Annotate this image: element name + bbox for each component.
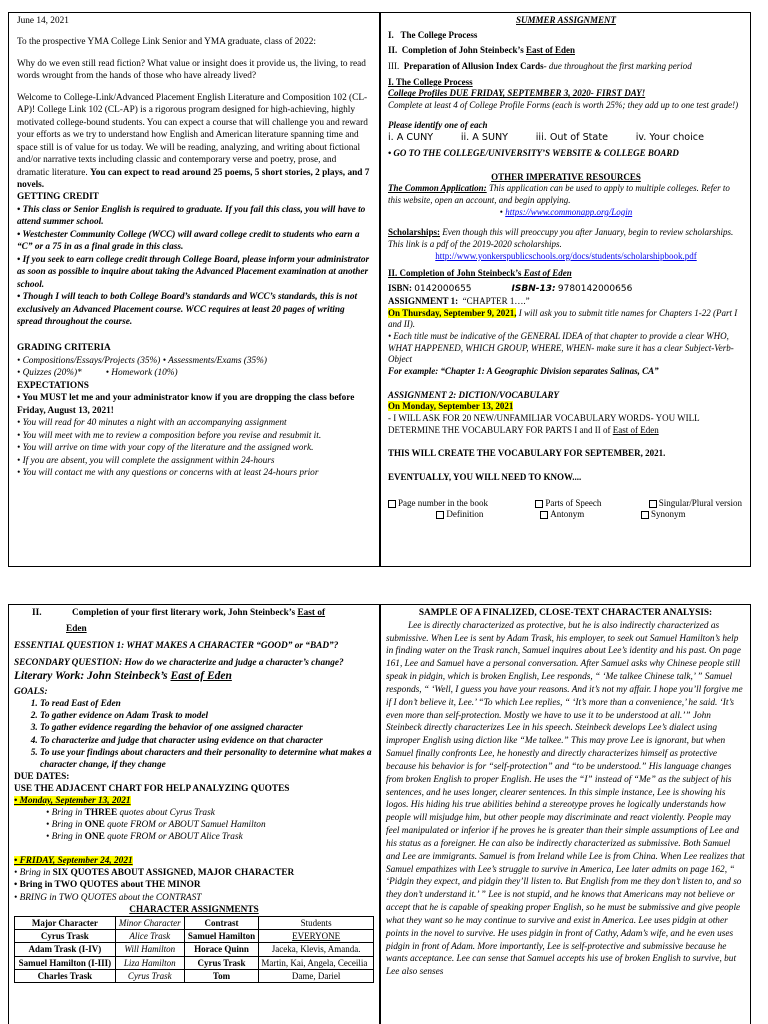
sample-analysis-body: Lee is directly characterized as protective, but he is also indirectly characterized as submissive. When Lee is sent by Adam Trask, his employer, to seek out Samuel Hamilton’s help in finding water on the Trask ranch, Samuel inquires about Lee’s identity and his past. On page 161, Lee and Samuel have a personal conversation. After Samuel asks why Chinese people still speak in pidgin, which is broken English, Lee responds, “ ‘Me talkee Chinese talk,’ ” Samuel responds, “ ‘Well, I guess you have your reasons. And it’s not my affair. I hope you’ll forgive me if I don’t believe it, Lee.’ “To which Lee replies, “ ‘It’s more than a convenience,’ he said. ‘It’s even more than self-protection. Mostly we have to use it to be understood at all.’” John Steinbeck directly characterizes Lee in his speech. Steinbeck develops Lee’s dialect using improper English using diction like “Me talkee.” This may prove Lee is ignorant, but when Samuel finally confronts Lee, he honestly and directly characterizes himself as protective because his behavior is for “self-protection” and “to be understood.” His language changes from broken English to proper English. He uses the “I” instead of “Me” as the subject of his sentences, and he uses longer, clearer sentences. In this simple instance, Lee is showing his logos. His hiding his true abilities behind a stereotype proves he logically understands how people will misjudge him, but other people may discriminate and react violently. People may feel manipulated or inferior if he proves he is greater than their simple assumptions of Lee and his status as a foreigner. He can also be indirectly characterized as submissive. Both Samuel and Lee are immigrants. Samuel is from Ireland while Lee is from China. When Lee realizes that Samuel empathizes with Lee’s struggle to survive in America, Lee later admits on page 162, “ ‘Pidgin they expect, and pidgin they’ll listen to. But English from me they don’t listen to, and so they don’t understand it.’ ” Lee is not stupid, and he knows that Americans may not believe or accept that he is capable of speaking proper English, so he must be submissive and give people what they want so he may continue to survive and exist in America. Lee uses pidgin at other points in the novel to survive. He uses pidgin in front of Cathy, Adam’s wife, and he even uses pidgin in front of Adam. More importantly, Lee is self-protective and submissive because he wants acceptance. Lee can sense that Samuel accepts his use of broken English to survive, but Lee also senses	[386, 620, 745, 978]
intro-letter-panel	[8, 12, 380, 567]
item-bold: ONE	[84, 832, 105, 843]
monday-item	[46, 831, 374, 843]
expectation-item: • You will meet with me to review a composition before you revise and resubmit it.	[17, 430, 322, 441]
table-cell: Cyrus Trask	[115, 970, 184, 983]
toc-item-1	[388, 30, 744, 42]
assignment-1-example: For example: “Chapter 1: A Geographic Division separates Salinas, CA”	[388, 365, 659, 376]
option-your-choice: iv. Your choice	[635, 131, 704, 143]
completion-book: East of Eden	[523, 268, 572, 279]
monday-item	[46, 819, 374, 831]
item-post: quote FROM or ABOUT Samuel Hamilton	[104, 820, 266, 831]
sample-analysis-panel	[380, 604, 751, 1024]
item-pre: • Bring in	[14, 868, 53, 879]
table-cell: Samuel Hamilton (I-III)	[15, 956, 116, 969]
friday-date-line	[14, 855, 374, 867]
table-cell: Will Hamilton	[115, 943, 184, 956]
monday-items	[14, 807, 374, 843]
table-cell: Dame, Dariel	[259, 970, 374, 983]
goals-list	[14, 698, 374, 770]
assignment-2-desc	[388, 413, 744, 436]
assignment-1-desc	[388, 308, 744, 331]
toc-text: Completion of John Steinbeck’s	[401, 45, 526, 56]
friday-item: • Bring in TWO QUOTES about THE MINOR	[14, 880, 201, 891]
scholarships-desc: Even though this will preoccupy you after January, begin to review scholarships. This link is a pdf of the 2019-2020 scholarships.	[388, 227, 734, 250]
table-cell: Liza Hamilton	[115, 956, 184, 969]
vocab-line: THIS WILL CREATE THE VOCABULARY FOR SEPTEMBER, 2021.	[388, 448, 666, 459]
identify-options	[388, 132, 744, 144]
common-app-link-line: • https://www.commonapp.org/Login	[499, 206, 633, 217]
assignment-2-title: ASSIGNMENT 2: DICTION/VOCABULARY	[388, 389, 559, 400]
scholarships-link-line	[388, 251, 744, 263]
expectation-item: • If you are absent, you will complete the assignment within 24-hours	[17, 455, 275, 466]
item-bold: THREE	[84, 808, 118, 819]
check-label: Page number in the book	[398, 497, 488, 508]
goal-item: 3. To gather evidence regarding the behavior of one assigned character	[40, 722, 374, 734]
checklist-row-1	[388, 498, 744, 510]
reading-load: You can expect to read around 25 poems, 5 short stories, 2 plays, and 7 novels.	[17, 167, 370, 190]
checkbox-icon	[436, 511, 444, 519]
essential-question: ESSENTIAL QUESTION 1: WHAT MAKES A CHARACTER “GOOD” or “BAD”?	[14, 641, 339, 652]
assignment-1-title: “CHAPTER 1….”	[462, 295, 530, 306]
common-app-link[interactable]: https://www.commonapp.org/Login	[505, 206, 633, 217]
monday-date-line	[14, 795, 374, 807]
column-header: Contrast	[184, 916, 259, 929]
expectation-item: • You will arrive on time with your copy of the literature and the assigned work.	[17, 443, 314, 454]
grading-homework: • Homework (10%)	[105, 368, 178, 379]
toc-text: The College Process	[400, 29, 478, 40]
monday-date: • Monday, September 13, 2021	[14, 795, 131, 806]
common-app-desc: This application can be used to apply to multiple colleges. Refer to this website, open an account, and begin applying.	[388, 183, 730, 206]
item-pre: • Bring in	[46, 808, 85, 819]
grading-line: • Compositions/Essays/Projects (35%) • Assessments/Exams (35%)	[17, 355, 268, 366]
table-cell: Cyrus Trask	[184, 956, 259, 969]
toc-book: East of Eden	[525, 45, 575, 56]
scholarships-label: Scholarships:	[388, 227, 441, 238]
secondary-question: SECONDARY QUESTION: How do we characterize and judge a character’s change?	[14, 658, 344, 669]
table-row	[15, 970, 374, 983]
friday-item: • BRING in TWO QUOTES about the CONTRAST	[14, 892, 202, 903]
table-cell: Jaceka, Klevis, Amanda.	[259, 943, 374, 956]
item-bold: SIX QUOTES ABOUT ASSIGNED, MAJOR CHARACTER	[52, 868, 295, 879]
checkbox-icon	[649, 500, 657, 508]
checkbox-icon	[641, 511, 649, 519]
table-cell: Cyrus Trask	[15, 930, 116, 943]
assignment-2-date-line	[388, 401, 744, 413]
heading-book: East of	[297, 608, 326, 618]
table-cell: Tom	[184, 970, 259, 983]
credit-item: • Though I will teach to both College Board’s standards and WCC’s standards, this is not exclusively an Advanced Placement course. WCC requires at least 20 pages of writing spread throughout the course.	[17, 292, 358, 327]
heading-book-line-2	[14, 623, 374, 635]
check-label: Antonym	[550, 509, 585, 520]
assignment-1-line	[388, 296, 744, 308]
assignment-1-date: On Thursday, September 9, 2021,	[388, 307, 517, 318]
monday-item	[46, 807, 374, 819]
assignment-2-desc-text: - I WILL ASK FOR 20 NEW/UNFAMILIAR VOCABULARY WORDS- YOU WILL DETERMINE THE VOCABULARY FOR PARTS I and II of	[388, 413, 700, 435]
check-singular-plural[interactable]	[649, 498, 742, 510]
credit-item: • This class or Senior English is required to graduate. If you fail this class, you will have to attend summer school.	[17, 204, 366, 228]
table-cell: Adam Trask (I-IV)	[15, 943, 116, 956]
expectation-item: • You will read for 40 minutes a night with an accompanying assignment	[17, 418, 287, 429]
completion-heading-text: II. Completion of John Steinbeck’s	[388, 268, 524, 279]
item-bold: ONE	[84, 820, 105, 831]
letter-greeting: To the prospective YMA College Link Senior and YMA graduate, class of 2022:	[17, 37, 316, 48]
college-process-text: I. The College Process	[388, 76, 473, 87]
assignment-2-book: East of Eden	[612, 424, 659, 435]
check-label: Singular/Plural version	[658, 497, 742, 508]
drop-deadline: • You MUST let me and your administrator know if you are dropping the class before Friday, August 13, 2021!	[17, 393, 355, 416]
goal-item: 5. To use your findings about characters and their personality to determine what makes a character change, if they change	[40, 747, 374, 771]
isbn-line	[388, 283, 744, 296]
option-suny: ii. A SUNY	[460, 131, 509, 143]
check-synonym[interactable]	[641, 509, 686, 521]
isbn-value: 0142000655	[414, 284, 472, 295]
heading-num: II.	[32, 608, 42, 618]
assignment-1-note: • Each title must be indicative of the GENERAL IDEA of that chapter to provide a clear WHO, WHAT HAPPENED, WHICH GROUP, WHERE, WHEN- make sure it has a clear Subject-Verb-Object	[388, 330, 734, 365]
check-page-number[interactable]	[388, 498, 488, 510]
isbn13-value: 9780142000656	[557, 284, 633, 295]
getting-credit-heading: GETTING CREDIT	[17, 192, 99, 203]
sample-analysis-title: SAMPLE OF A FINALIZED, CLOSE-TEXT CHARACTER ANALYSIS:	[418, 608, 713, 618]
literary-work-book: East of Eden	[170, 670, 232, 683]
summer-assignment-panel	[380, 12, 751, 567]
isbn13-label: ISBN-13:	[511, 284, 556, 295]
college-profiles-desc: Complete at least 4 of College Profile Forms (each is worth 25%; they add up to one test grade!)	[388, 100, 739, 111]
table-cell: Alice Trask	[115, 930, 184, 943]
table-header-row	[15, 916, 374, 929]
college-profiles-due: College Profiles DUE FRIDAY, SEPTEMBER 3, 2020- FIRST DAY!	[388, 88, 646, 99]
grading-heading: GRADING CRITERIA	[17, 343, 111, 354]
table-cell: Samuel Hamilton	[184, 930, 259, 943]
credit-item: • If you seek to earn college credit through College Board, please inform your administrator as soon as possible to inquire about taking the Advanced Placement examination at another school.	[17, 254, 370, 290]
assignment-1-label: ASSIGNMENT 1:	[388, 295, 459, 306]
option-cuny: i. A CUNY	[388, 131, 434, 143]
literary-work-label: Literary Work: John Steinbeck’s	[14, 670, 171, 683]
go-to-website: • GO TO THE COLLEGE/UNIVERSITY’S WEBSITE & COLLEGE BOARD	[388, 147, 679, 158]
checkbox-icon	[388, 500, 396, 508]
scholarships-link[interactable]: http://www.yonkerspublicschools.org/docs/students/scholarshipbook.pdf	[435, 250, 697, 261]
expectation-item: • You will contact me with any questions or concerns with at least 24-hours prior	[17, 467, 319, 478]
table-row	[15, 956, 374, 969]
item-post: quote FROM or ABOUT Alice Trask	[104, 832, 243, 843]
common-app	[388, 183, 744, 206]
table-cell: Charles Trask	[15, 970, 116, 983]
check-label: Parts of Speech	[545, 497, 602, 508]
heading-text-main: Completion of your first literary work, John Steinbeck’s	[72, 608, 298, 618]
check-parts-of-speech[interactable]	[535, 498, 601, 510]
due-dates-label: DUE DATES:	[14, 771, 70, 782]
table-cell: Horace Quinn	[184, 943, 259, 956]
goal-item: 4. To characterize and judge that character using evidence on that character	[40, 735, 374, 747]
completion-heading	[388, 268, 744, 280]
use-chart-label: USE THE ADJACENT CHART FOR HELP ANALYZING QUOTES	[14, 783, 290, 794]
toc-item-2	[388, 45, 744, 57]
check-antonym[interactable]	[540, 509, 584, 521]
summer-assignment-title: SUMMER ASSIGNMENT	[516, 15, 616, 25]
isbn-label: ISBN:	[388, 283, 413, 294]
goal-item: 2. To gather evidence on Adam Trask to model	[40, 710, 374, 722]
scholarships	[388, 227, 744, 250]
toc-num: III.	[388, 61, 400, 72]
item-pre: • Bring in	[46, 820, 85, 831]
literary-work-panel	[8, 604, 380, 1024]
column-header: Students	[259, 916, 374, 929]
friday-date: • FRIDAY, September 24, 2021	[14, 856, 133, 867]
checkbox-icon	[540, 511, 548, 519]
table-row	[15, 930, 374, 943]
assignment-2-date: On Monday, September 13, 2021	[388, 401, 514, 412]
common-app-label: The Common Application:	[388, 183, 487, 194]
letter-date: June 14, 2021	[17, 16, 69, 26]
identify-label: Please identify one of each	[388, 119, 488, 130]
item-post: quotes about Cyrus Trask	[117, 808, 215, 819]
column-header: Minor Character	[115, 916, 184, 929]
other-resources-heading: OTHER IMPERATIVE RESOURCES	[491, 171, 641, 182]
table-row	[15, 943, 374, 956]
letter-para-2	[17, 92, 370, 192]
option-out-of-state: iii. Out of State	[535, 131, 608, 143]
heading-text	[60, 607, 325, 619]
item-pre: • Bring in	[46, 832, 85, 843]
credit-item: • Westchester Community College (WCC) will award college credit to students who earn a “C” or a 75 in as a final grade in this class.	[17, 229, 360, 253]
letter-para-2-text: Welcome to College-Link/Advanced Placement English Literature and Composition 102 (CL-AP)! College Link 102 (CL-AP) is a rigorous program designed for high-achieving, highly motivated college-bound students. You can expect a course that will challenge you and reward your efforts as we try to understand how English and American literature spanning time and space still is of value for us today. We will be reading, analyzing, and writing about fictional and/or narrative texts including classic and contemporary verse and poetry, prose, and dramatic literature.	[17, 92, 368, 178]
check-label: Synonym	[651, 509, 686, 520]
checkbox-icon	[535, 500, 543, 508]
character-assignments-table	[14, 916, 374, 984]
toc-text: Preparation of Allusion Index Cards	[403, 61, 544, 72]
toc-num: I.	[388, 29, 394, 40]
grading-quizzes: • Quizzes (20%)*	[17, 368, 82, 379]
grading-line-2	[17, 367, 370, 379]
expectations-heading: EXPECTATIONS	[17, 380, 89, 391]
table-cell: EVERYONE	[259, 930, 374, 943]
assignment-1-desc-text: I will ask you to submit title names for Chapters 1-22 (Part I and II).	[388, 307, 738, 330]
toc-extra: - due throughout the first marking period	[543, 61, 692, 72]
eventually-line: EVENTUALLY, YOU WILL NEED TO KNOW....	[388, 472, 582, 483]
check-definition[interactable]	[436, 509, 483, 521]
table-cell: Martin, Kai, Angela, Ceceilia	[259, 956, 374, 969]
heading-book-2: Eden	[66, 624, 87, 635]
letter-para-1: Why do we even still read fiction? What value or insight does it provide us, the living, to read words wrought from the hands of those who have already lived?	[17, 58, 366, 82]
friday-item	[14, 867, 374, 879]
checklist-row-2	[388, 509, 744, 521]
literary-work	[14, 669, 374, 684]
goals-label: GOALS:	[14, 687, 48, 698]
college-process-heading	[388, 77, 744, 89]
toc-num: II.	[388, 45, 398, 56]
toc-item-3	[388, 61, 744, 73]
character-assignments-title: CHARACTER ASSIGNMENTS	[129, 904, 259, 915]
goal-item: 1. To read East of Eden	[40, 698, 374, 710]
check-label: Definition	[446, 509, 484, 520]
completion-heading-2	[14, 607, 374, 619]
column-header: Major Character	[15, 916, 116, 929]
